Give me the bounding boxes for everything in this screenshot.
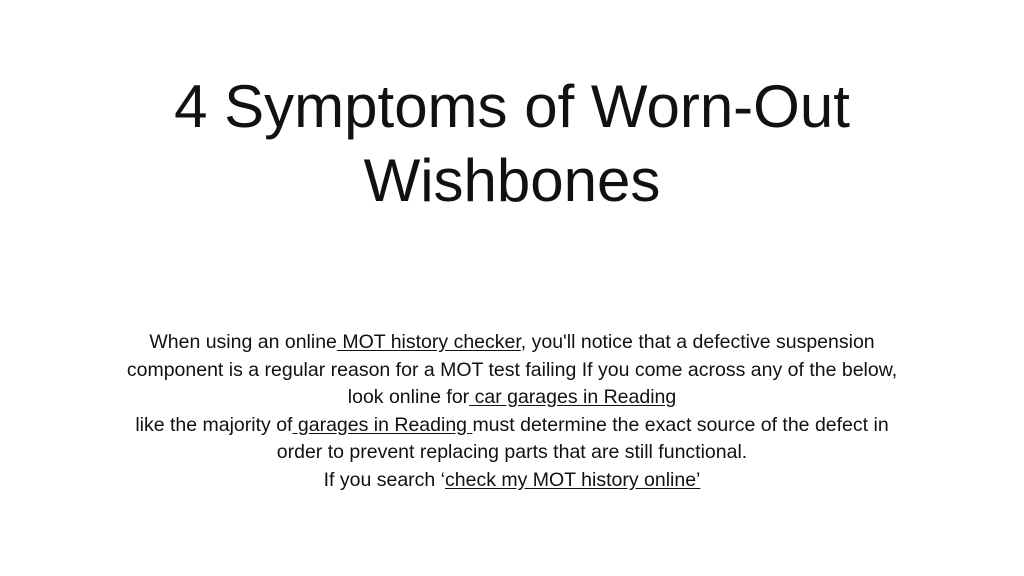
garages-reading-link[interactable]: garages in Reading bbox=[292, 413, 473, 436]
body-line-3 bbox=[40, 384, 984, 412]
mot-history-checker-link[interactable]: MOT history checker bbox=[336, 331, 521, 353]
body-text-segment: must determine the exact source of the defect in bbox=[472, 413, 889, 436]
body-text-segment: , you'll notice that a defective suspension bbox=[520, 331, 875, 353]
page-title bbox=[0, 70, 1024, 218]
body-line-5: order to prevent replacing parts that are still functional. bbox=[276, 441, 748, 463]
body-text-segment: like the majority of bbox=[135, 413, 293, 436]
body-text-segment: If you search ‘ bbox=[323, 468, 445, 491]
title-line-2: Wishbones bbox=[363, 147, 661, 214]
check-mot-history-link[interactable]: check my MOT history online’ bbox=[445, 468, 701, 491]
body-text-segment: When using an online bbox=[149, 331, 337, 353]
body-paragraph bbox=[40, 329, 984, 494]
title-line-1: 4 Symptoms of Worn-Out bbox=[174, 73, 850, 140]
car-garages-reading-link[interactable]: car garages in Reading bbox=[469, 386, 677, 408]
body-line-6 bbox=[40, 467, 984, 495]
body-line-4 bbox=[40, 412, 984, 440]
body-text-segment: look online for bbox=[347, 386, 470, 408]
body-line-2: component is a regular reason for a MOT test failing If you come across any of the below, bbox=[126, 358, 898, 381]
body-line-1 bbox=[40, 329, 984, 357]
